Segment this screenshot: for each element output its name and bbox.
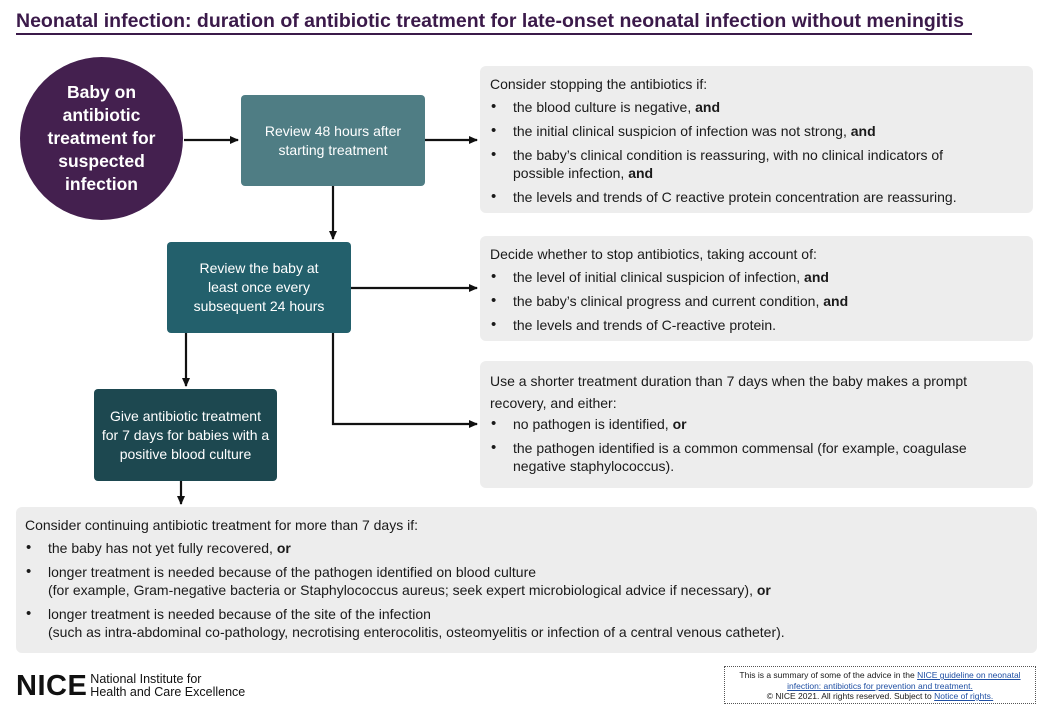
review-24h-box [167, 242, 351, 333]
notice-of-rights-link[interactable]: Notice of rights. [934, 691, 994, 701]
list-item: • the blood culture is negative, and [490, 98, 1023, 116]
review-48h-box [241, 95, 425, 186]
start-node [20, 57, 183, 220]
review-48h-label: Review 48 hours after starting treatment [264, 122, 402, 158]
page-title: Neonatal infection: duration of antibiotic treatment for late-onset neonatal infection without meningitis [16, 10, 964, 32]
list-item: • the levels and trends of C reactive protein concentration are reassuring. [490, 188, 1023, 206]
review-24h-label: Review the baby at least once every subsequent 24 hours [193, 260, 325, 314]
list-item: • the baby’s clinical progress and current condition, and [490, 292, 1023, 310]
logo-text: National Institute for Health and Care Excellence [90, 672, 246, 699]
list-item: • longer treatment is needed because of the site of the infection (such as intra-abdominal co-pathology, necrotising enterocolitis, osteomyelitis or infection of a central venous catheter). [25, 605, 1028, 641]
start-label: Baby on antibiotic treatment for suspected infection [47, 82, 156, 194]
panel-heading: Consider continuing antibiotic treatment for more than 7 days if: [25, 517, 418, 533]
list-item: • the initial clinical suspicion of infection was not strong, and [490, 122, 1023, 140]
list-item: • the level of initial clinical suspicion of infection, and [490, 268, 1023, 286]
nice-logo [16, 671, 245, 701]
logo-mark: NICE [16, 670, 88, 702]
list-item: • the levels and trends of C-reactive protein. [490, 316, 1023, 334]
give-7-days-box [94, 389, 277, 481]
panel-heading: Decide whether to stop antibiotics, taking account of: [490, 246, 817, 262]
shorter-duration-panel [480, 361, 1033, 488]
list-item: • the baby’s clinical condition is reassuring, with no clinical indicators of possible infection, and [490, 146, 1023, 182]
guideline-link[interactable]: NICE guideline on neonatal infection: antibiotics for prevention and treatment. [787, 670, 1021, 691]
decide-panel [480, 236, 1033, 341]
give-7-days-label: Give antibiotic treatment for 7 days for babies with a positive blood culture [101, 407, 270, 462]
footer-notice: This is a summary of some of the advice in the NICE guideline on neonatal infection: antibiotics for prevention and treatment. © NICE 2021. All rights reserved. Subject to Notice of rights. [724, 666, 1036, 704]
panel-heading: Use a shorter treatment duration than 7 days when the baby makes a prompt recovery, and either: [490, 373, 968, 411]
continue-treatment-panel [16, 507, 1037, 653]
arrow-review24-to-shorter-panel [333, 333, 477, 424]
panel-heading: Consider stopping the antibiotics if: [490, 76, 708, 92]
stop-antibiotics-panel [480, 66, 1033, 213]
list-item: • the pathogen identified is a common commensal (for example, coagulase negative staphylococcus). [490, 439, 1023, 475]
list-item: • no pathogen is identified, or [490, 415, 1023, 433]
list-item: • longer treatment is needed because of the pathogen identified on blood culture (for example, Gram-negative bacteria or Staphylococcus aureus; seek expert microbiological advice if necessary), or [25, 563, 1028, 599]
list-item: • the baby has not yet fully recovered, or [25, 539, 1028, 557]
